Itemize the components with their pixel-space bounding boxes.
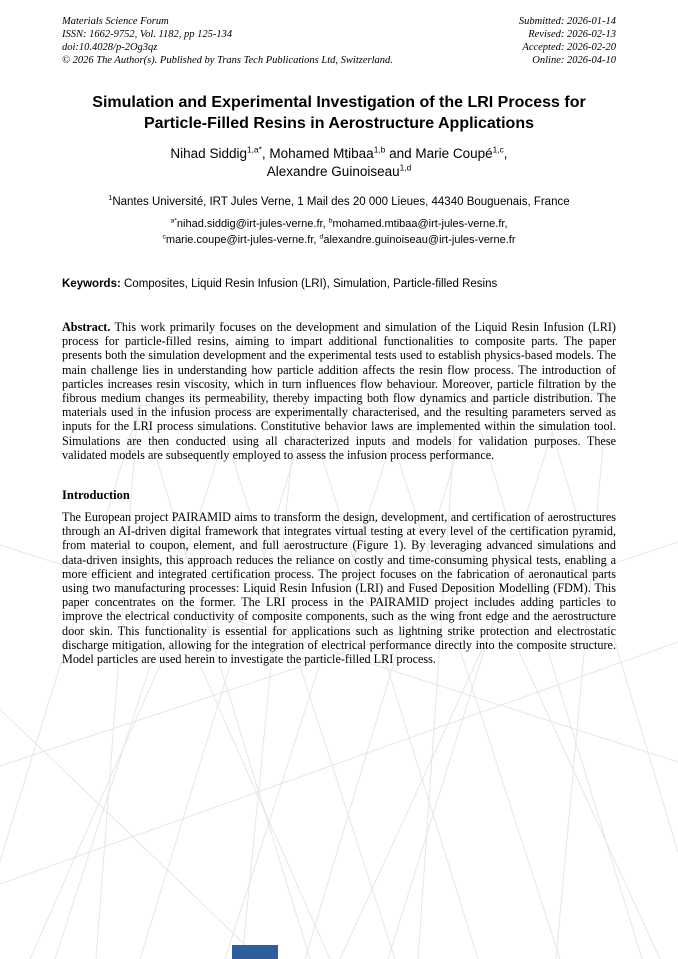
author-separator: , [261,145,270,161]
abstract-paragraph [62,320,616,462]
submission-dates [519,15,616,68]
abstract-text: This work primarily focuses on the development and simulation of the Liquid Resin Infusion (LRI) process for particle-filled resins, aiming to impart additional functionalities to composite parts. The paper presents both the simulation development and the experimental tests used to establish physics-based models. The main challenge lies in understanding how particle addition affects the resin flow process. The introduction of particles increases resin viscosity, which in turn influences flow behaviour. Moreover, particle filtration by the fibrous medium changes its permeability, thereby impacting both flow dynamics and particle distribution. The materials used in the infusion process are experimentally characterised, and the resulting parameters served as inputs for the LRI process simulations. Constitutive behavior laws are implemented within the simulation tool. Simulations are then conducted using all characterized inputs and models for validation purposes. These validated models are subsequently employed to assess the infusion process performance. [62,319,616,462]
author-separator: and [385,145,416,161]
author-name: Nihad Siddig [170,145,247,161]
section-heading-introduction: Introduction [62,487,130,502]
journal-copyright: © 2026 The Author(s). Published by Trans Tech Publications Ltd, Switzerland. [62,55,393,67]
author-superscript: 1,c [492,144,504,155]
emails-block [62,217,616,248]
email-separator: , [322,218,329,231]
email-separator: , [504,218,508,231]
author-name: Marie Coupé [415,145,493,161]
authors-block [62,145,616,181]
email-superscript: a* [170,217,177,225]
watermark-accent-block [232,945,278,959]
email-address: nihad.siddig@irt-jules-verne.fr [176,218,323,231]
date-revised: Revised: 2026-02-13 [528,29,616,41]
emails-line-1 [62,217,616,232]
date-online: Online: 2026-04-10 [532,55,616,67]
journal-header [62,15,616,68]
email-superscript: b [328,217,333,225]
affiliation-superscript: 1 [108,194,113,203]
email-separator: , [313,233,320,246]
introduction-paragraph: The European project PAIRAMID aims to transform the design, development, and certification of aerostructures through an AI-driven digital framework that integrates virtual testing at every level of the certification pyramid, from material to coupon, element, and full aerostructure (Figure 1). By leveraging advanced simulations and data-driven insights, this approach reduces the reliance on costly and time-consuming physical tests, enabling a more efficient and integrated certification process. The project focuses on the fabrication of aeronautical parts using two manufacturing processes: Liquid Resin Infusion (LRI) and Fused Deposition Modelling (FDM). This paper concentrates on the former. The LRI process in the PAIRAMID project includes adding particles to improve the electrical conductivity of composite components, such as the wing front edge and the aerostructure door skin. This functionality is essential for applications such as lightning strike protection and electrostatic discharge mitigation, allowing for the integration of electrical performance directly into the composite structure. Model particles are used herein to investigate the particle-filled LRI process. [62,509,616,666]
email-superscript: d [319,232,324,240]
authors-line-1 [62,145,616,163]
affiliation [62,196,616,208]
author-superscript: 1,a* [246,144,262,155]
author-superscript: 1,b [373,144,386,155]
author-superscript: 1,d [399,162,412,173]
journal-name: Materials Science Forum [62,16,169,27]
affiliation-text: Nantes Université, IRT Jules Verne, 1 Mail des 20 000 Lieues, 44340 Bouguenais, France [112,196,570,209]
keywords-label: Keywords: [62,277,121,290]
date-accepted: Accepted: 2026-02-20 [522,42,616,54]
email-address: marie.coupe@irt-jules-verne.fr [165,233,314,246]
date-submitted: Submitted: 2026-01-14 [518,16,616,27]
abstract-label: Abstract. [62,319,111,334]
author-separator: , [503,145,508,161]
email-address: mohamed.mtibaa@irt-jules-verne.fr [332,218,505,231]
email-address: alexandre.guinoiseau@irt-jules-verne.fr [323,233,516,246]
paper-title: Simulation and Experimental Investigation of the LRI Process for Particle-Filled Resins in Aerostructure Applications [92,93,586,133]
author-name: Mohamed Mtibaa [269,145,374,161]
email-superscript: c [162,232,166,240]
emails-line-2 [62,233,616,248]
keywords-text: Composites, Liquid Resin Infusion (LRI), Simulation, Particle-filled Resins [120,277,498,290]
keywords-line [62,278,616,290]
journal-info [62,15,393,68]
author-name: Alexandre Guinoiseau [266,163,400,179]
journal-issn-volume: ISSN: 1662-9752, Vol. 1182, pp 125-134 [62,29,233,41]
journal-doi: doi:10.4028/p-2Og3qz [62,42,158,54]
authors-line-2 [62,163,616,181]
